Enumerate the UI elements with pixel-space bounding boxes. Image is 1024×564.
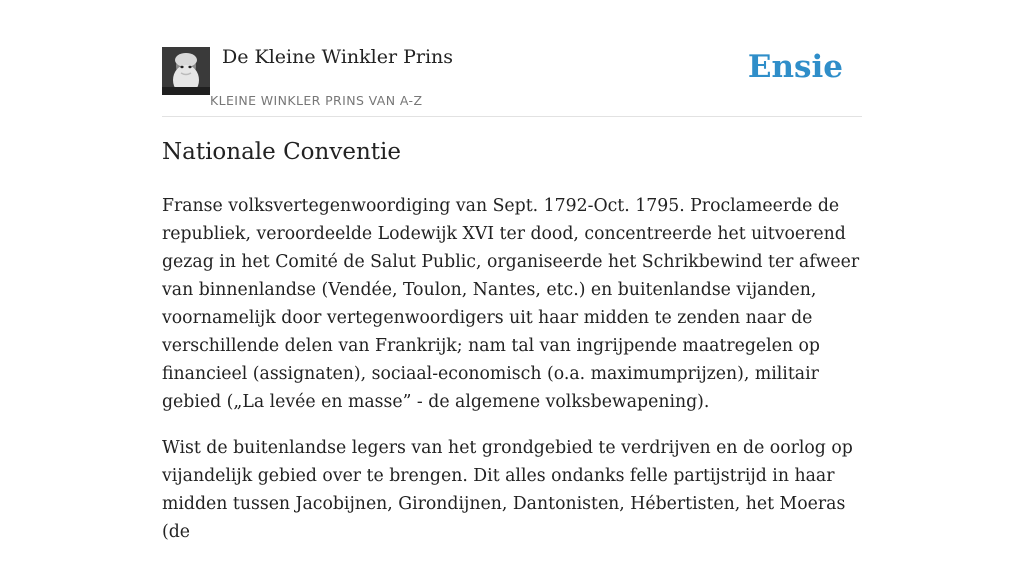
ensie-logo[interactable]: Ensie	[747, 49, 843, 85]
bearded-man-portrait-icon	[162, 47, 210, 95]
source-title[interactable]: De Kleine Winkler Prins	[222, 46, 454, 68]
source-header	[162, 44, 862, 117]
article-paragraph: Franse volksvertegenwoordiging van Sept. 1792-Oct. 1795. Proclameerde de republiek, veroordeelde Lodewijk XVI ter dood, concentreerde het uitvoerend gezag in het Comité de Salut Public, organiseerde het Schrikbewind ter afweer van binnenlandse (Vendée, Toulon, Nantes, etc.) en buitenlandse vijanden, voornamelijk door vertegenwoordigers uit haar midden te zenden naar de verschillende delen van Frankrijk; nam tal van ingrijpende maatregelen op financieel (assignaten), sociaal-economisch (o.a. maximumprijzen), militair gebied („La levée en masse” - de algemene volksbewapening).	[162, 196, 860, 412]
article-title: Nationale Conventie	[162, 139, 401, 165]
source-subtitle[interactable]: KLEINE WINKLER PRINS VAN A-Z	[210, 93, 423, 108]
article-body	[162, 192, 862, 564]
source-avatar[interactable]	[162, 47, 210, 95]
article-paragraph: Wist de buitenlandse legers van het grondgebied te verdrijven en de oorlog op vijandelijk gebied over te brengen. Dit alles ondanks felle partijstrijd in haar midden tussen Jacobijnen, Girondijnen, Dantonisten, Hébertisten, het Moeras (de	[162, 438, 853, 542]
